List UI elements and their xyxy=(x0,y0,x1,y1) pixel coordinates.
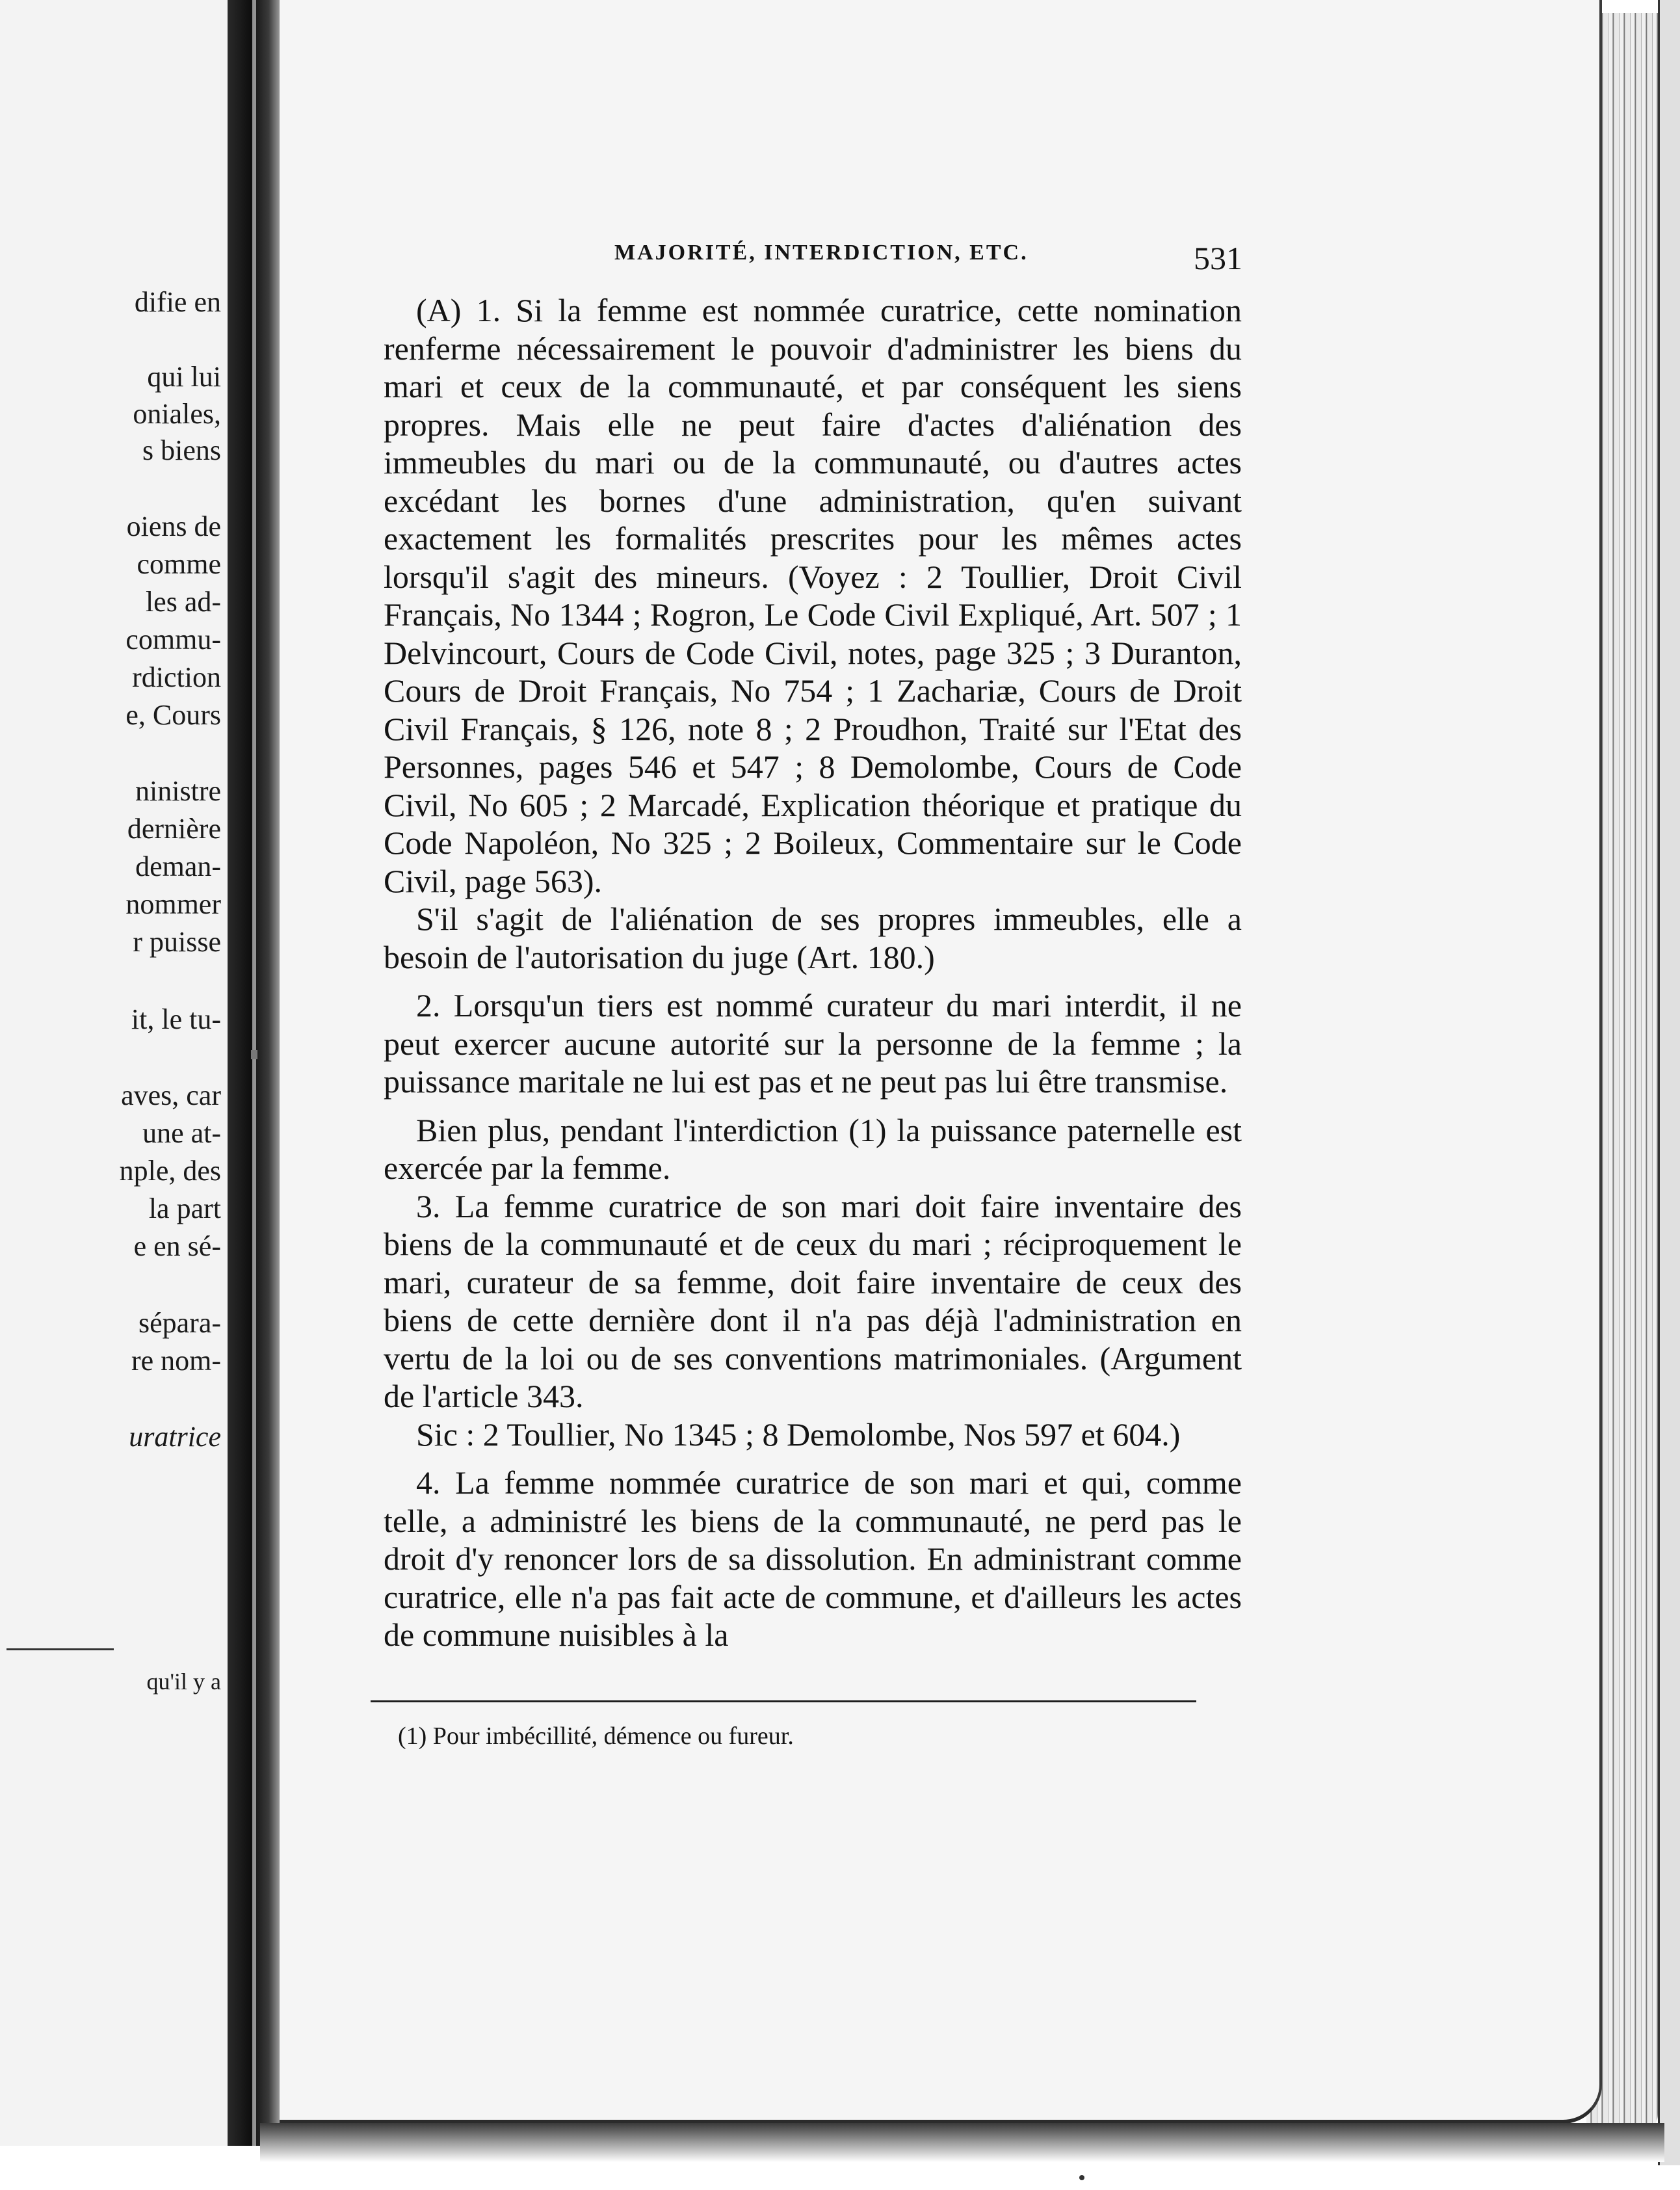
paragraph-1: (A) 1. Si la femme est nommée curatrice, cette nomination renferme nécessairement le pouvoir d'administrer les biens du mari et ceux de la communauté, et par conséquent les siens propres. Mais elle ne peut faire d'actes d'aliénation des immeubles du mari ou de la communauté, ou d'autres actes excédant les bornes d'une administration, qu'en suivant exactement les formalités prescrites pour les mêmes actes lorsqu'il s'agit des mineurs. (Voyez : 2 Toullier, Droit Civil Français, No 1344 ; Rogron, Le Code Civil Expliqué, Art. 507 ; 1 Delvincourt, Cours de Code Civil, notes, page 325 ; 3 Duranton, Cours de Droit Français, No 754 ; 1 Zachariæ, Cours de Droit Civil Français, § 126, note 8 ; 2 Proudhon, Traité sur l'Etat des Personnes, pages 546 et 547 ; 8 Demolombe, Cours de Code Civil, No 605 ; 2 Marcadé, Explication théorique et pratique du Code Napoléon, No 325 ; 2 Boileux, Commentaire sur le Code Civil, page 563). xyxy=(384,292,1242,899)
left-page-line: les ad- xyxy=(145,586,221,618)
left-page-line: la part xyxy=(148,1193,221,1224)
left-page-line: oniales, xyxy=(133,398,221,430)
left-page-line: rdiction xyxy=(132,661,221,693)
page-bottom-shadow xyxy=(260,2123,1664,2162)
left-page-line: difie en xyxy=(134,286,221,318)
footnote-rule xyxy=(371,1700,1196,1702)
left-page-line: e en sé- xyxy=(133,1230,221,1262)
paragraph-5: 3. La femme curatrice de son mari doit faire inventaire des biens de la communauté et de ceux du mari ; réciproquement le mari, curateur de sa femme, doit faire inventaire de ceux des biens de cette dernière dont il n'a pas déjà l'administration en vertu de la loi ou de ses conventions matrimoniales. (Argument de l'article 343. xyxy=(384,1187,1242,1414)
left-page-line: oiens de xyxy=(126,510,221,542)
left-page-line: ninistre xyxy=(135,775,221,807)
left-page-line: deman- xyxy=(135,851,221,882)
paragraph-2: S'il s'agit de l'aliénation de ses propres immeubles, elle a besoin de l'autorisation du juge (Art. 180.) xyxy=(384,901,1242,975)
left-footnote-rule xyxy=(7,1648,114,1650)
left-page-line: re nom- xyxy=(131,1345,221,1377)
running-head: MAJORITÉ, INTERDICTION, ETC. xyxy=(614,241,1029,265)
gutter-mark xyxy=(251,1050,257,1059)
left-footnote-text: qu'il y a xyxy=(146,1669,221,1695)
page-number: 531 xyxy=(1194,240,1242,276)
gutter-edge xyxy=(252,0,256,2146)
left-page-line: uratrice xyxy=(129,1421,221,1453)
left-page-line: nple, des xyxy=(119,1155,221,1187)
left-page-line: une at- xyxy=(142,1117,221,1149)
left-page-line: commu- xyxy=(125,624,221,655)
left-page-line: sépara- xyxy=(138,1307,221,1339)
binding-gutter xyxy=(228,0,286,2146)
left-page-line: qui lui xyxy=(147,361,221,393)
scan-dot xyxy=(1079,2175,1084,2180)
left-page-line: aves, car xyxy=(121,1079,221,1111)
body-text xyxy=(384,291,1242,1654)
left-page-line: dernière xyxy=(127,813,221,845)
left-page-line: it, le tu- xyxy=(131,1003,221,1035)
left-page-line: comme xyxy=(137,548,221,580)
left-page-line: r puisse xyxy=(133,926,221,958)
left-facing-page xyxy=(0,0,228,2146)
left-page-line: s biens xyxy=(142,434,221,466)
left-page-line: e, Cours xyxy=(125,699,221,731)
left-page-line: nommer xyxy=(125,888,221,920)
footnote: (1) Pour imbécillité, démence ou fureur. xyxy=(398,1722,794,1750)
next-page-edge xyxy=(1658,0,1680,2165)
paragraph-4: Bien plus, pendant l'interdiction (1) la puissance paternelle est exercée par la femme. xyxy=(384,1111,1242,1186)
paragraph-3: 2. Lorsqu'un tiers est nommé curateur du mari interdit, il ne peut exercer aucune autorité sur la personne de la femme ; la puissance maritale ne lui est pas et ne peut pas lui être transmise. xyxy=(384,987,1242,1100)
paragraph-7: 4. La femme nommée curatrice de son mari et qui, comme telle, a administré les biens de la communauté, ne perd pas le droit d'y renoncer lors de sa dissolution. En administrant comme curatrice, elle n'a pas fait acte de commune, et d'ailleurs les actes de commune nuisibles à la xyxy=(384,1464,1242,1653)
paragraph-6: Sic : 2 Toullier, No 1345 ; 8 Demolombe, Nos 597 et 604.) xyxy=(416,1416,1181,1453)
